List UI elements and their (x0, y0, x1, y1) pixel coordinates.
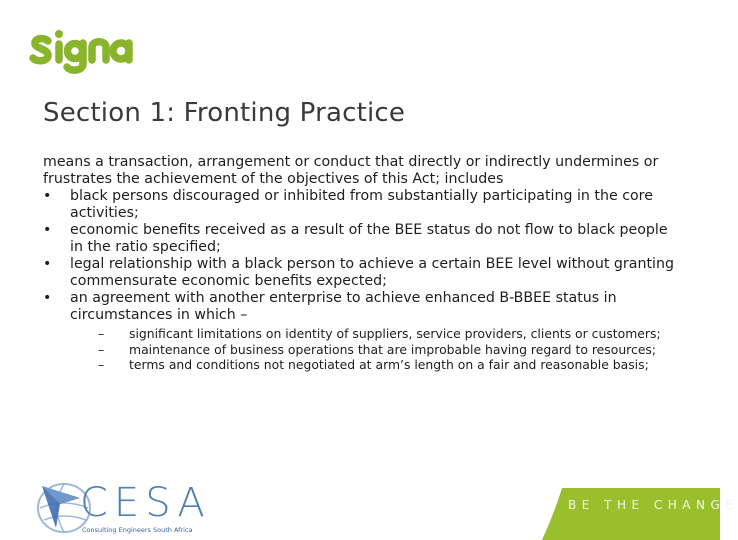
bullet-marker: • (43, 188, 52, 204)
dash-marker: – (98, 357, 105, 372)
sub-bullet-text: maintenance of business operations that are improbable having regard to resources; (129, 341, 657, 357)
list-item (43, 256, 683, 290)
signa-logo (30, 28, 134, 74)
bullet-marker: • (43, 290, 52, 306)
list-item (43, 188, 683, 222)
dash-marker: – (98, 326, 105, 341)
sub-bullet-list (98, 327, 683, 373)
list-item (43, 222, 683, 256)
cesa-wordmark: CESA (80, 480, 211, 526)
bullet-list (43, 188, 683, 373)
dash-marker: – (98, 341, 105, 357)
cesa-tagline: Consulting Engineers South Africa (82, 526, 193, 534)
sub-list-item (98, 327, 683, 342)
slide-body (43, 154, 683, 374)
bullet-text: black persons discouraged or inhibited from substantially participating in the core activities; (70, 188, 653, 221)
banner-text: BE THE CHANGE (568, 498, 738, 512)
definition-intro: means a transaction, arrangement or conduct that directly or indirectly undermines or frustrates the achievement of the objectives of this Act; includes (43, 154, 659, 187)
sub-bullet-text: terms and conditions not negotiated at arm’s length on a fair and reasonable basis; (129, 357, 649, 372)
list-item (43, 290, 683, 373)
bullet-marker: • (43, 256, 52, 272)
bullet-text: an agreement with another enterprise to achieve enhanced B-BBEE status in circumstances in which – (70, 290, 617, 323)
be-the-change-banner (542, 488, 720, 540)
sub-list-item (98, 343, 683, 358)
sub-list-item (98, 358, 683, 373)
bullet-text: economic benefits received as a result of the BEE status do not flow to black people in the ratio specified; (70, 222, 668, 255)
sub-bullet-text: significant limitations on identity of suppliers, service providers, clients or customers; (129, 326, 661, 341)
bullet-marker: • (43, 222, 52, 238)
bullet-text: legal relationship with a black person to achieve a certain BEE level without granting commensurate economic benefits expected; (70, 256, 674, 289)
slide-title: Section 1: Fronting Practice (43, 98, 406, 128)
